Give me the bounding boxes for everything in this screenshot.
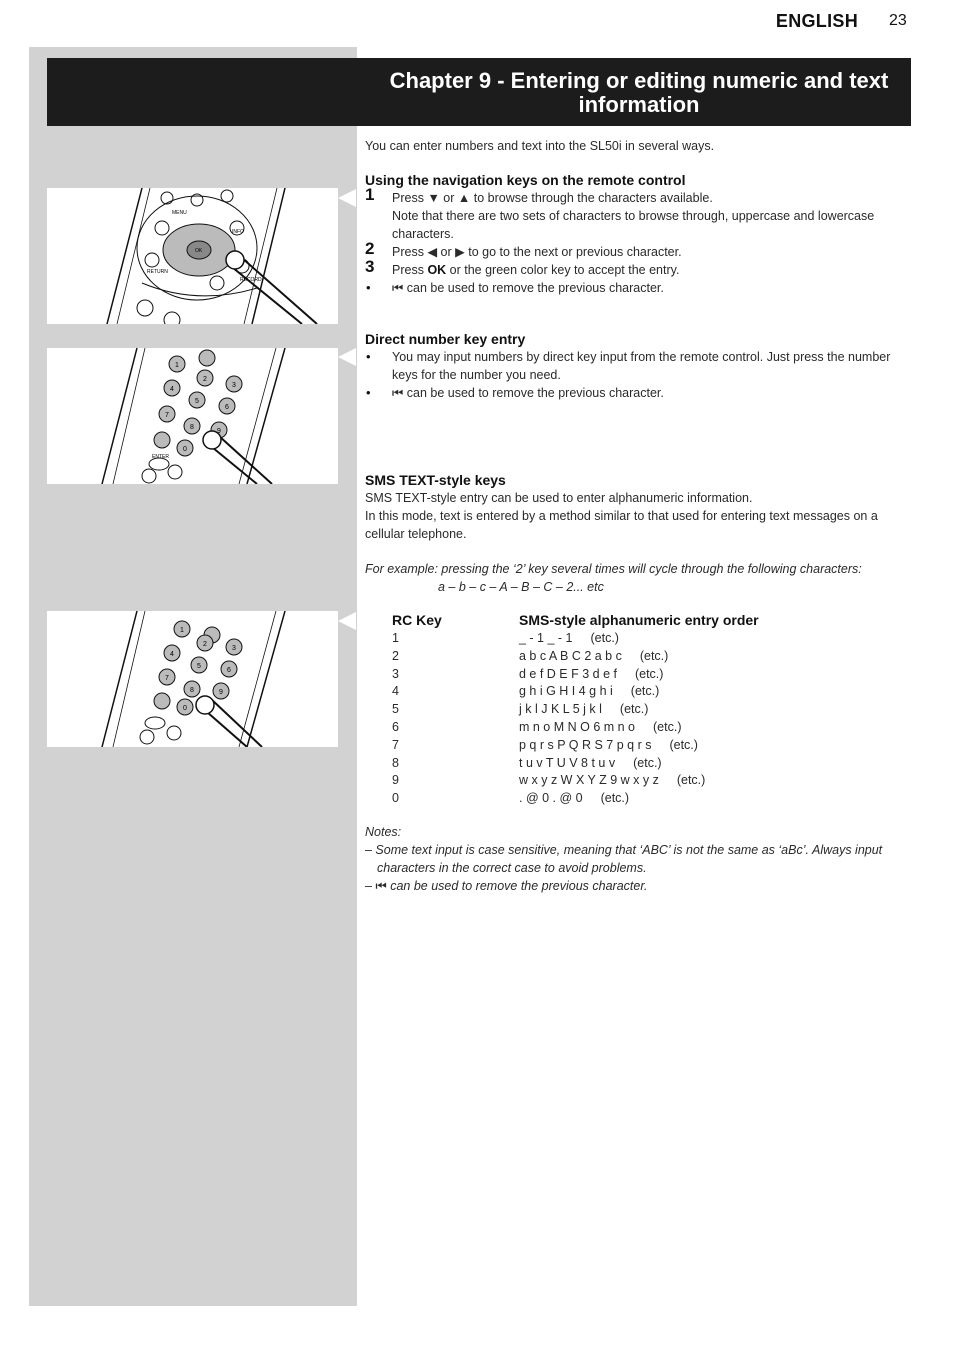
remote-key-7: 7 <box>165 412 169 419</box>
etc-label: (etc.) <box>590 631 619 645</box>
sms-para-2: In this mode, text is entered by a method similar to that used for entering text messages on a cellular telephone. <box>365 509 878 541</box>
table-row <box>392 666 902 684</box>
table-body <box>392 630 902 808</box>
table-row <box>392 772 902 790</box>
column-header-entry-order: SMS-style alphanumeric entry order <box>519 612 759 628</box>
sms-key-table <box>392 611 902 808</box>
entry-sequence: _ - 1 _ - 1 <box>519 631 573 645</box>
step-text: to go to the next or previous character. <box>468 245 682 259</box>
entry-sequence: d e f D E F 3 d e f <box>519 666 617 681</box>
step-1 <box>365 185 905 243</box>
etc-label: (etc.) <box>676 773 706 788</box>
panel-pointer-arrow <box>338 612 356 630</box>
sms-section <box>365 471 905 596</box>
entry-order-cell <box>519 683 659 701</box>
entry-order-cell <box>519 772 705 790</box>
rc-key-cell: 0 <box>392 791 399 806</box>
entry-order-cell <box>519 737 698 755</box>
notes-label: Notes: <box>365 825 402 839</box>
table-row <box>392 648 902 666</box>
step-text: or <box>440 245 452 259</box>
table-row <box>392 755 902 773</box>
step-number: 2 <box>365 239 375 258</box>
bullet-icon: • <box>366 385 371 400</box>
entry-order-cell <box>519 719 682 737</box>
sms-example: For example: pressing the ‘2’ key several times will cycle through the following characters: <box>365 562 862 576</box>
etc-label: (etc.) <box>653 719 682 734</box>
remote-key-8: 8 <box>190 424 194 431</box>
remote-key-3: 3 <box>232 645 236 652</box>
entry-sequence: t u v T U V 8 t u v <box>519 755 616 770</box>
sms-para-1: SMS TEXT-style entry can be used to enter alphanumeric information. <box>365 491 753 505</box>
rc-key-cell: 1 <box>392 631 399 645</box>
panel-pointer-arrow <box>338 189 356 207</box>
remote-label-enter: ENTER <box>152 454 169 460</box>
table-row <box>392 630 902 648</box>
rc-key-cell: 3 <box>392 666 399 681</box>
rc-key-cell: 4 <box>392 684 399 699</box>
step-text: or the green color key to accept the entry. <box>449 263 680 277</box>
bullet-text: can be used to remove the previous character. <box>406 386 664 400</box>
remote-key-3: 3 <box>232 382 236 389</box>
remote-key-9: 9 <box>219 689 223 696</box>
bullet-icon: • <box>366 349 371 364</box>
remote-key-1: 1 <box>180 627 184 634</box>
remote-label-ok: OK <box>195 248 203 254</box>
etc-label: (etc.) <box>600 791 630 806</box>
remote-key-6: 6 <box>225 404 229 411</box>
remote-label-menu: MENU <box>172 210 187 216</box>
note-text: can be used to remove the previous character. <box>390 879 648 893</box>
etc-label: (etc.) <box>633 755 662 770</box>
rc-key-cell: 8 <box>392 755 399 770</box>
step-bullet <box>365 279 905 297</box>
panel-pointer-arrow <box>338 348 356 366</box>
etc-label: (etc.) <box>639 648 669 663</box>
page-number: 23 <box>889 12 907 29</box>
column-header-rc-key: RC Key <box>392 612 442 628</box>
remote-illustration-navigation <box>47 188 338 324</box>
remote-key-7: 7 <box>165 675 169 682</box>
etc-label: (etc.) <box>630 684 660 699</box>
remote-key-2: 2 <box>203 641 207 648</box>
bullet-icon: • <box>366 280 371 295</box>
bullet-text: can be used to remove the previous character. <box>406 281 664 295</box>
arrow-up-icon: ▲ <box>457 191 471 205</box>
ok-key-label: OK <box>427 263 447 277</box>
remote-key-5: 5 <box>195 398 199 405</box>
entry-order-cell <box>519 755 662 773</box>
entry-sequence: . @ 0 . @ 0 <box>519 791 583 806</box>
entry-order-cell <box>519 648 668 666</box>
entry-order-cell <box>519 630 619 648</box>
rc-key-cell: 7 <box>392 737 399 752</box>
remote-illustration-sms <box>47 611 338 747</box>
arrow-left-icon: ◀ <box>427 245 438 259</box>
sms-example-sequence: a – b – c – A – B – C – 2... etc <box>438 580 604 594</box>
rc-key-cell: 9 <box>392 773 399 788</box>
intro-text: You can enter numbers and text into the SL50i in several ways. <box>365 139 715 153</box>
step-number: 3 <box>365 257 375 276</box>
table-row <box>392 701 902 719</box>
language-label: ENGLISH <box>775 11 858 31</box>
remote-key-0: 0 <box>183 446 187 453</box>
entry-order-cell <box>519 666 663 684</box>
etc-label: (etc.) <box>669 737 698 752</box>
note-item-2 <box>365 877 905 895</box>
table-row <box>392 683 902 701</box>
step-number: 1 <box>365 185 375 204</box>
remote-key-6: 6 <box>227 667 231 674</box>
step-text: Press <box>392 245 424 259</box>
remote-label-record: RECORD <box>240 277 262 283</box>
note-item-1: – Some text input is case sensitive, meaning that ‘ABC’ is not the same as ‘aBc’. Always input characters in the correct case to avoid problems. <box>365 843 883 875</box>
step-text: Press <box>392 191 424 205</box>
table-row <box>392 737 902 755</box>
table-header <box>392 611 902 630</box>
step-text: Press <box>392 263 424 277</box>
step-text: or <box>443 191 455 205</box>
direct-bullet-1 <box>365 348 905 384</box>
step-text: to browse through the characters available. <box>473 191 713 205</box>
step-note: Note that there are two sets of characters to browse through, uppercase and lowercase characters. <box>392 209 875 241</box>
entry-order-cell <box>519 701 648 719</box>
etc-label: (etc.) <box>634 666 664 681</box>
remote-key-4: 4 <box>170 651 174 658</box>
navigation-heading: Using the navigation keys on the remote control <box>365 172 686 188</box>
remote-label-info: INFO <box>232 229 244 235</box>
remote-illustration-numeric <box>47 348 338 484</box>
remote-label-return: RETURN <box>147 269 168 275</box>
remote-key-1: 1 <box>175 362 179 369</box>
rc-key-cell: 5 <box>392 702 399 717</box>
arrow-down-icon: ▼ <box>427 191 440 205</box>
arrow-right-icon: ▶ <box>455 245 465 259</box>
note-dash: – <box>365 879 372 893</box>
rc-key-cell: 6 <box>392 719 399 734</box>
entry-order-cell <box>519 790 629 808</box>
remote-key-9: 9 <box>217 428 221 435</box>
remote-nav-drawing <box>47 188 338 324</box>
remote-key-0: 0 <box>183 705 187 712</box>
skip-back-icon: ⏮ <box>375 879 387 893</box>
entry-sequence: g h i G H I 4 g h i <box>519 684 613 699</box>
etc-label: (etc.) <box>619 702 649 717</box>
entry-sequence: a b c A B C 2 a b c <box>519 648 622 663</box>
chapter-title: Chapter 9 - Entering or editing numeric and text information <box>389 68 889 117</box>
bullet-text: You may input numbers by direct key input from the remote control. Just press the number keys for the number you need. <box>392 350 891 382</box>
chapter-banner <box>47 58 911 126</box>
remote-key-5: 5 <box>197 663 201 670</box>
direct-bullet-2 <box>365 384 905 402</box>
sms-heading: SMS TEXT-style keys <box>365 472 506 488</box>
step-2 <box>365 239 905 261</box>
remote-key-8: 8 <box>190 687 194 694</box>
entry-sequence: j k l J K L 5 j k l <box>519 702 602 717</box>
entry-sequence: w x y z W X Y Z 9 w x y z <box>519 773 659 788</box>
skip-back-icon: ⏮ <box>392 386 404 400</box>
remote-key-4: 4 <box>170 386 174 393</box>
table-row <box>392 719 902 737</box>
direct-entry-heading: Direct number key entry <box>365 331 526 347</box>
remote-key-2: 2 <box>203 376 207 383</box>
remote-sms-drawing <box>47 611 338 747</box>
step-3 <box>365 257 905 279</box>
table-row <box>392 790 902 808</box>
entry-sequence: m n o M N O 6 m n o <box>519 719 636 734</box>
entry-sequence: p q r s P Q R S 7 p q r s <box>519 737 652 752</box>
navigation-section <box>365 171 905 297</box>
remote-numeric-drawing <box>47 348 338 484</box>
skip-back-icon: ⏮ <box>392 281 404 295</box>
rc-key-cell: 2 <box>392 648 399 663</box>
direct-entry-section <box>365 330 905 402</box>
notes-section <box>365 823 905 895</box>
